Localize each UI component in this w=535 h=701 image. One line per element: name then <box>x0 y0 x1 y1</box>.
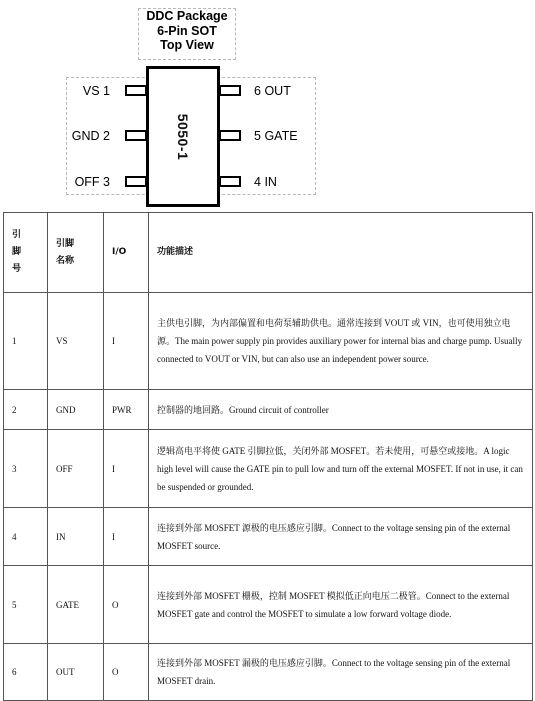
header-io: I/O <box>104 213 149 293</box>
pin-number-cell: 6 <box>4 644 48 701</box>
pin-1-number: 1 <box>103 84 110 98</box>
pin-description-cell: 连接到外部 MOSFET 漏极的电压感应引脚。Connect to the voltage sensing pin of the external MOSFET drain. <box>149 644 533 701</box>
table-row <box>4 508 533 566</box>
pin-name-cell: OUT <box>48 644 104 701</box>
pin-4-number: 4 <box>254 175 261 189</box>
pin-description-cell: 逻辑高电平将使 GATE 引脚拉低，关闭外部 MOSFET。若未使用，可悬空或接地。A logic high level will cause the GATE pin to pull low and turn off the external MOSFET. If not in use, it can be suspended or grounded. <box>149 430 533 508</box>
pin-1-label <box>83 84 110 98</box>
pin-1-name: VS <box>82 84 100 98</box>
pin-5-name: GATE <box>264 129 298 143</box>
pin-io-cell: PWR <box>104 390 149 430</box>
header-pin-name-line: 名称 <box>56 255 75 266</box>
pin-6-lead <box>219 85 241 96</box>
pin-io-cell: I <box>104 430 149 508</box>
header-pin-name <box>48 213 104 293</box>
pin-diagram <box>0 0 535 212</box>
chip-body <box>146 66 220 207</box>
pin-1-lead <box>125 85 147 96</box>
table-row <box>4 644 533 701</box>
pin-name-cell: VS <box>48 293 104 390</box>
pin-5-lead <box>219 130 241 141</box>
pin-2-lead <box>125 130 147 141</box>
pin-name-cell: GATE <box>48 566 104 644</box>
pin-number-cell: 1 <box>4 293 48 390</box>
pin-3-lead <box>125 176 147 187</box>
pin-number-cell: 4 <box>4 508 48 566</box>
pin-io-cell: O <box>104 644 149 701</box>
pin-description-cell: 控制器的地回路。Ground circuit of controller <box>149 390 533 430</box>
package-title-line-2: 6-Pin SOT <box>157 23 217 38</box>
pin-3-name: OFF <box>74 175 100 189</box>
table-row <box>4 390 533 430</box>
pin-2-number: 2 <box>103 129 110 143</box>
table-row <box>4 566 533 644</box>
table-row <box>4 293 533 390</box>
pin-description-cell: 连接到外部 MOSFET 源极的电压感应引脚。Connect to the voltage sensing pin of the external MOSFET source. <box>149 508 533 566</box>
header-pin-number-line: 号 <box>12 264 22 274</box>
header-pin-number-line: 引 <box>12 230 22 240</box>
pin-5-number: 5 <box>254 129 261 143</box>
pin-io-cell: I <box>104 508 149 566</box>
pin-3-number: 3 <box>103 175 110 189</box>
pin-3-label <box>75 175 110 189</box>
header-pin-number-line: 脚 <box>12 247 22 257</box>
pin-description-table <box>3 212 533 701</box>
pin-4-name: IN <box>264 175 277 189</box>
pin-name-cell: GND <box>48 390 104 430</box>
pin-description-cell: 连接到外部 MOSFET 栅极，控制 MOSFET 模拟低正向电压二极管。Connect to the external MOSFET gate and control the MOSFET to simulate a low forward voltage diode. <box>149 566 533 644</box>
header-pin-name-line: 引脚 <box>56 238 75 249</box>
table-header-row <box>4 213 533 293</box>
pin-number-cell: 2 <box>4 390 48 430</box>
package-title-line-1: DDC Package <box>146 9 228 23</box>
header-pin-number <box>4 213 48 293</box>
package-title <box>138 8 236 60</box>
pin-6-label <box>254 84 291 98</box>
pin-4-lead <box>219 176 241 187</box>
pin-io-cell: I <box>104 293 149 390</box>
pin-description-cell: 主供电引脚，为内部偏置和电荷泵辅助供电。通常连接到 VOUT 或 VIN，也可使用独立电源。The main power supply pin provides auxiliary power for internal bias and charge pump. Usually connected to VOUT or VIN, but can also use an independent power source. <box>149 293 533 390</box>
table-row <box>4 430 533 508</box>
pin-4-label <box>254 175 277 189</box>
pin-number-cell: 3 <box>4 430 48 508</box>
pin-number-cell: 5 <box>4 566 48 644</box>
header-description: 功能描述 <box>149 213 533 293</box>
pin-name-cell: OFF <box>48 430 104 508</box>
pin-2-label <box>72 129 110 143</box>
chip-label: 5050-1 <box>175 113 191 160</box>
pin-6-name: OUT <box>264 84 291 98</box>
pin-2-name: GND <box>71 129 100 143</box>
pin-6-number: 6 <box>254 84 261 98</box>
pin-io-cell: O <box>104 566 149 644</box>
pin-name-cell: IN <box>48 508 104 566</box>
pin-5-label <box>254 129 298 143</box>
package-title-line-3: Top View <box>160 38 214 52</box>
